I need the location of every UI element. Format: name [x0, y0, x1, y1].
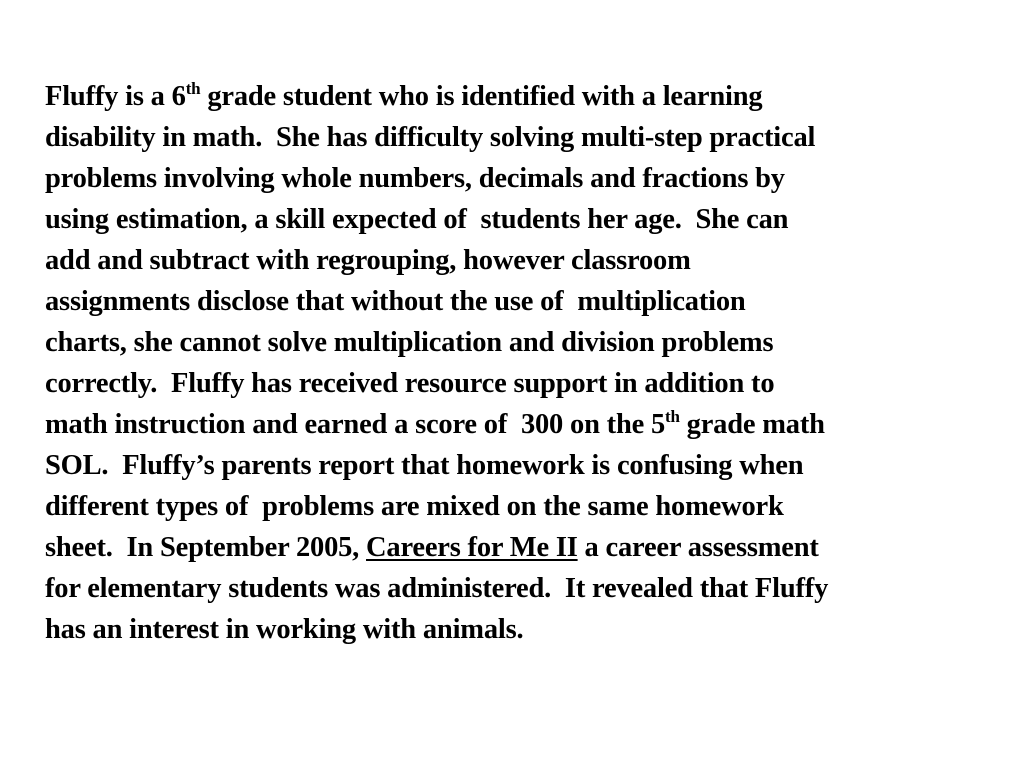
text-line-8: correctly. Fluffy has received resource support in addition to [45, 368, 775, 399]
text-segment: grade math [679, 409, 825, 440]
text-line-7: charts, she cannot solve multiplication and division problems [45, 327, 774, 358]
text-segment: Fluffy is a 6 [45, 81, 186, 112]
case-description-paragraph [45, 76, 995, 650]
text-segment: a career assessment [577, 532, 819, 563]
text-segment: grade student who is identified with a learning [200, 81, 763, 112]
text-line-2: disability in math. She has difficulty solving multi-step practical [45, 122, 816, 153]
text-line-4: using estimation, a skill expected of students her age. She can [45, 204, 789, 235]
text-line-13: for elementary students was administered. It revealed that Fluffy [45, 573, 829, 604]
superscript-ordinal: th [665, 407, 680, 426]
text-line-10: SOL. Fluffy’s parents report that homework is confusing when [45, 450, 804, 481]
text-segment: math instruction and earned a score of 300 on the 5 [45, 409, 666, 440]
underlined-title: Careers for Me II [366, 532, 578, 563]
text-line-9 [45, 404, 995, 445]
text-line-6: assignments disclose that without the use of multiplication [45, 286, 746, 317]
text-segment: sheet. In September 2005, [45, 532, 367, 563]
text-line-3: problems involving whole numbers, decimals and fractions by [45, 163, 785, 194]
text-line-12 [45, 527, 995, 568]
text-line-1 [45, 76, 995, 117]
text-line-11: different types of problems are mixed on the same homework [45, 491, 784, 522]
text-line-5: add and subtract with regrouping, however classroom [45, 245, 691, 276]
superscript-ordinal: th [185, 79, 201, 98]
text-line-14: has an interest in working with animals. [45, 614, 524, 645]
